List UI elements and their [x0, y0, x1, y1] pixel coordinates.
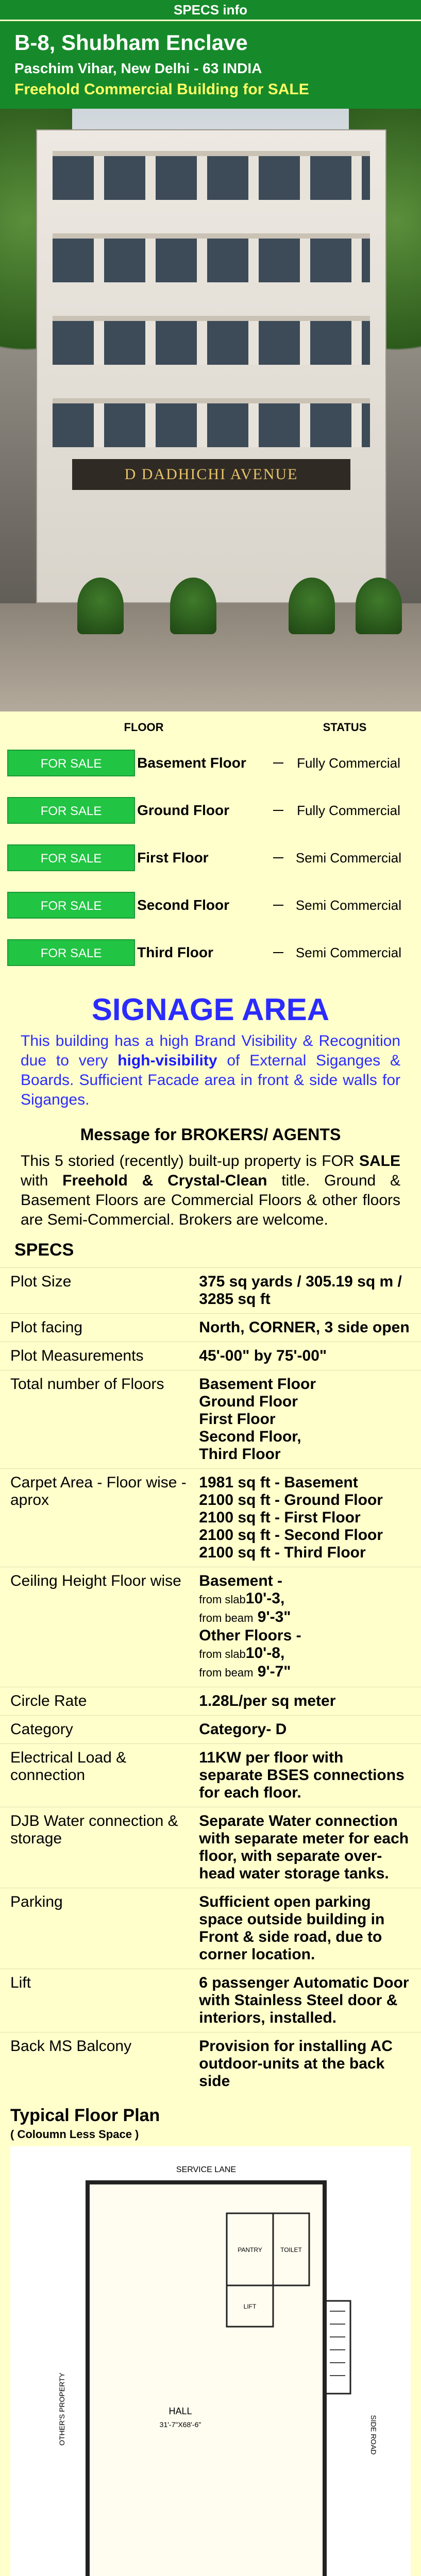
- spec-row: [0, 1567, 421, 1687]
- floor-row: [7, 929, 414, 976]
- spec-row: [0, 1715, 421, 1743]
- spec-value: 45'-00" by 75'-00": [199, 1347, 327, 1364]
- spec-line: Third Floor: [199, 1446, 281, 1463]
- spec-label: Ceiling Height Floor wise: [10, 1572, 181, 1589]
- spec-line: [199, 1645, 411, 1663]
- spec-label: DJB Water connection & storage: [10, 1812, 178, 1847]
- brokers-text: This 5 storied (recently) built-up property is FOR: [21, 1153, 359, 1170]
- status-column-header: STATUS: [323, 721, 367, 734]
- floor-status: Semi Commercial: [295, 897, 402, 913]
- spec-note: from beam: [199, 1612, 254, 1624]
- typical-floor-plan: [10, 2146, 411, 2576]
- spec-line: Basement Floor: [199, 1376, 316, 1393]
- spec-row: [0, 1267, 421, 1313]
- for-sale-button[interactable]: FOR SALE: [7, 750, 135, 776]
- spec-value: [199, 1474, 411, 1562]
- typical-plan-subtitle: ( Coloumn Less Space ): [10, 2128, 139, 2141]
- divider: [273, 810, 283, 811]
- spec-value: [199, 1376, 411, 1463]
- spec-label: Carpet Area - Floor wise - aprox: [10, 1474, 187, 1509]
- spec-label: Circle Rate: [10, 1692, 87, 1709]
- typical-plan-title: Typical Floor Plan: [10, 2106, 160, 2125]
- floor-name: Ground Floor: [137, 802, 229, 818]
- spec-row: [0, 1888, 421, 1969]
- spec-value: 6 passenger Automatic Door with Stainless Steel door & interiors, installed.: [199, 1974, 409, 2026]
- floor-name: Third Floor: [137, 944, 213, 960]
- signage-text: of External Siganges & Boards. Sufficient Facade area in front & side walls for Siganges.: [21, 1052, 400, 1108]
- floor-status: Fully Commercial: [297, 755, 400, 771]
- floor-row: [7, 739, 414, 787]
- spec-line: Other Floors -: [199, 1627, 301, 1644]
- spec-row: [0, 1468, 421, 1567]
- spec-note: from slab: [199, 1593, 246, 1606]
- spec-row: [0, 1313, 421, 1342]
- building-photo: [0, 109, 421, 711]
- lift-label: LIFT: [243, 2303, 257, 2310]
- building-facade: [36, 129, 386, 603]
- divider: [273, 762, 283, 764]
- brokers-title: Message for BROKERS/ AGENTS: [80, 1125, 341, 1144]
- floor-status: Semi Commercial: [295, 945, 402, 960]
- signage-text: This building has a high Brand Visibility & Recognition due to very: [21, 1032, 400, 1069]
- side-road-label: SIDE ROAD: [369, 2415, 378, 2455]
- spec-label: Total number of Floors: [10, 1376, 164, 1393]
- site-title-bar: SPECS info: [0, 0, 421, 20]
- for-sale-button[interactable]: FOR SALE: [7, 939, 135, 966]
- floor-row: [7, 882, 414, 929]
- spec-line: 2100 sq ft - Third Floor: [199, 1544, 366, 1561]
- spec-value: Category- D: [199, 1721, 287, 1738]
- spec-value: 1.28L/per sq meter: [199, 1692, 336, 1709]
- spec-row: [0, 1687, 421, 1715]
- spec-line: Second Floor,: [199, 1428, 301, 1445]
- spec-line: 2100 sq ft - First Floor: [199, 1509, 361, 1526]
- spec-row: [0, 1743, 421, 1807]
- planter: [170, 578, 216, 634]
- spec-line: 2100 sq ft - Ground Floor: [199, 1492, 383, 1509]
- brokers-text: with: [21, 1172, 63, 1189]
- others-property-label: OTHER'S PROPERTY: [58, 2372, 66, 2446]
- signage-emphasis: high-visibility: [117, 1052, 217, 1069]
- spec-line: 10'-3,: [245, 1590, 285, 1607]
- spec-label: Parking: [10, 1893, 63, 1910]
- typical-floor-plan-drawing: [10, 2146, 411, 2576]
- brokers-emphasis: Freehold & Crystal-Clean: [62, 1172, 267, 1189]
- spec-note: from slab: [199, 1648, 246, 1660]
- spec-label: Plot Measurements: [10, 1347, 144, 1364]
- spec-row: [0, 1342, 421, 1370]
- floor-table-header: [7, 721, 414, 734]
- spec-line: 9'-3": [257, 1608, 291, 1625]
- listing-address: Paschim Vihar, New Delhi - 63 INDIA: [14, 60, 262, 76]
- floor-name: Second Floor: [137, 897, 230, 913]
- toilet-label: TOILET: [280, 2246, 302, 2253]
- spec-label: Back MS Balcony: [10, 2038, 132, 2055]
- floor-status-table: [0, 711, 421, 987]
- floor-row: [7, 787, 414, 834]
- floor-name: Basement Floor: [137, 755, 246, 771]
- divider: [273, 952, 283, 953]
- spec-value: 375 sq yards / 305.19 sq m / 3285 sq ft: [199, 1273, 402, 1308]
- floor-status: Semi Commercial: [295, 850, 402, 866]
- service-lane-label: SERVICE LANE: [176, 2165, 237, 2174]
- listing-tagline: Freehold Commercial Building for SALE: [14, 81, 309, 98]
- spec-label: Lift: [10, 1974, 31, 1991]
- for-sale-button[interactable]: FOR SALE: [7, 797, 135, 824]
- spec-row: [0, 2032, 421, 2095]
- spec-line: Ground Floor: [199, 1393, 298, 1410]
- spec-value: Provision for installing AC outdoor-units at the back side: [199, 2038, 393, 2090]
- spec-value: North, CORNER, 3 side open: [199, 1319, 410, 1336]
- spec-label: Category: [10, 1721, 73, 1738]
- listing-title: B-8, Shubham Enclave: [14, 30, 248, 55]
- divider: [273, 905, 283, 906]
- spec-label: Plot facing: [10, 1319, 83, 1336]
- for-sale-button[interactable]: FOR SALE: [7, 844, 135, 871]
- floor-status: Fully Commercial: [297, 803, 400, 818]
- building-signboard: D DADHICHI AVENUE: [72, 459, 350, 490]
- spec-label: Electrical Load & connection: [10, 1749, 127, 1784]
- for-sale-button[interactable]: FOR SALE: [7, 892, 135, 919]
- spec-note: from beam: [199, 1666, 254, 1679]
- divider: [273, 857, 283, 858]
- spec-value: 11KW per floor with separate BSES connections for each floor.: [199, 1749, 405, 1801]
- spec-value: Separate Water connection with separate meter for each floor, with separate over-head water storage tanks.: [199, 1812, 409, 1882]
- planter: [289, 578, 335, 634]
- spec-row: [0, 1370, 421, 1468]
- spec-line: First Floor: [199, 1411, 276, 1428]
- planter: [77, 578, 124, 634]
- signage-title: SIGNAGE AREA: [91, 992, 330, 1027]
- specs-title: SPECS: [14, 1240, 74, 1260]
- floor-column-header: FLOOR: [124, 721, 164, 734]
- spec-line: 2100 sq ft - Second Floor: [199, 1527, 383, 1544]
- spec-line: Basement -: [199, 1572, 282, 1589]
- spec-line: [199, 1590, 411, 1608]
- spec-label: Plot Size: [10, 1273, 72, 1290]
- floor-row: [7, 834, 414, 882]
- listing-header: [0, 20, 421, 109]
- spec-line: [199, 1663, 411, 1682]
- spec-line: [199, 1608, 411, 1627]
- spec-line: 9'-7": [257, 1663, 291, 1680]
- floor-name: First Floor: [137, 850, 209, 866]
- specs-table: [0, 1267, 421, 2095]
- spec-value: Sufficient open parking space outside building in Front & side road, due to corner location.: [199, 1893, 385, 1963]
- signage-description: [0, 1027, 421, 1120]
- pantry-label: PANTRY: [238, 2246, 262, 2253]
- spec-line: 10'-8,: [245, 1645, 285, 1662]
- spec-row: [0, 1807, 421, 1888]
- brokers-text: title. Ground & Basement Floors are Commercial Floors & other floors are Semi-Commercial. Brokers are welcome.: [21, 1172, 401, 1228]
- spec-line: 1981 sq ft - Basement: [199, 1474, 358, 1491]
- brokers-emphasis: SALE: [359, 1153, 400, 1170]
- spec-value: [199, 1572, 411, 1682]
- hall-label: HALL: [169, 2406, 192, 2416]
- spec-row: [0, 1969, 421, 2032]
- hall-dimension: 31'-7"X68'-6": [159, 2420, 201, 2429]
- planter: [356, 578, 402, 634]
- brokers-message: [0, 1144, 421, 1236]
